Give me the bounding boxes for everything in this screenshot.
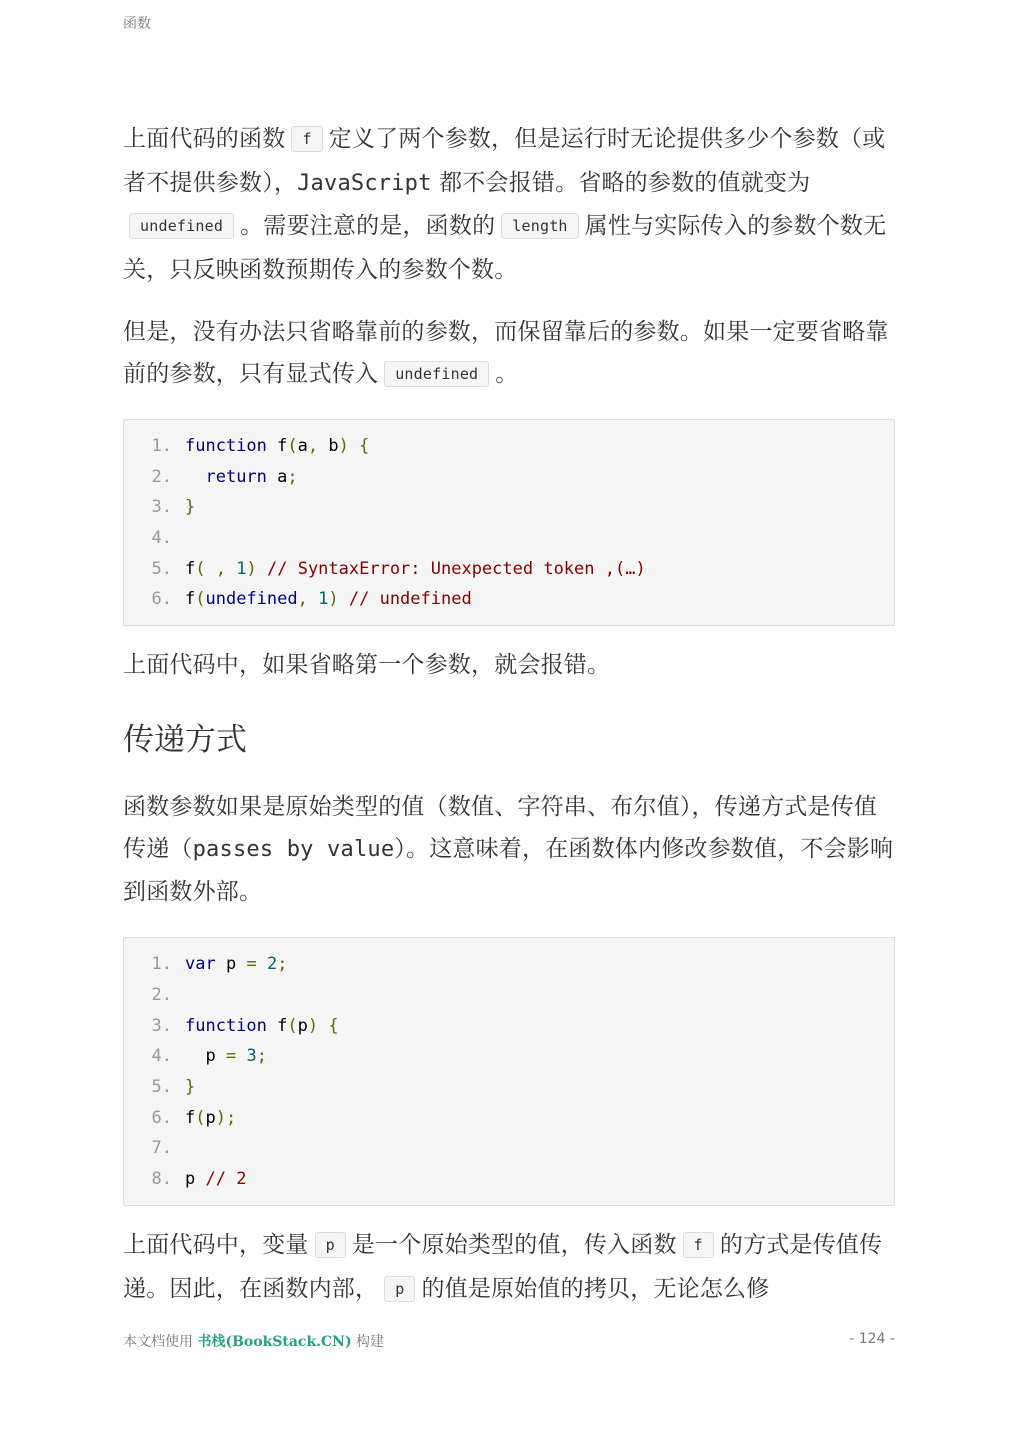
line-number: 1. [151,436,172,456]
line-number: 4. [151,1046,172,1067]
code-text [185,462,298,493]
code-token: function [185,436,267,456]
code-text [185,492,195,523]
code-text [185,554,646,585]
code-text [185,1103,236,1134]
code-token: ( [287,436,298,456]
line-number: 6. [151,589,172,610]
page-number: - 124 - [849,1331,895,1347]
code-token: = [225,1046,237,1067]
code-token [318,1016,328,1036]
code-block [123,419,895,626]
code-token: f [185,1107,196,1128]
code-line [124,949,894,980]
inline-code: p [315,1232,346,1258]
line-number: 7. [151,1138,172,1159]
inline-code: p [384,1276,415,1302]
code-token: = [246,954,257,975]
text-span: 都不会报错。省略的参数的值就变为 [431,170,811,196]
footer-prefix: 本文档使用 [123,1334,198,1350]
line-number: 3. [151,1015,172,1036]
code-line [124,980,894,1011]
code-text [185,1072,195,1103]
code-line [124,1133,894,1164]
code-token: p [185,1168,206,1189]
code-token: ) [328,589,339,610]
text-span: 定义了两个参数，但是运行时无论提供多少个参数（或者不提供参数）， [123,126,886,196]
code-token: // SyntaxError: Unexpected token ,(…) [267,558,646,579]
inline-code: length [501,213,578,239]
code-token: ) [307,1015,319,1036]
code-token: ) [338,436,349,456]
code-token: , [297,589,308,610]
code-token [308,589,318,609]
line-number: 2. [151,466,172,487]
code-line [124,492,894,523]
inline-code: undefined [129,213,234,239]
code-token: undefined [205,589,298,610]
inline-mono-text: passes by value [192,837,395,863]
running-header: 函数 [123,16,151,32]
text-span: 属性与实际传入的参数个数无关，只反映函数预期传入的参数个数。 [123,213,887,283]
line-number: 6. [151,1107,172,1128]
text-span: 但是，没有办法只省略靠前的参数，而保留靠后的参数。如果一定要省略靠前的参数，只有显式传入 [123,319,889,387]
line-number: 4. [151,528,172,549]
code-text [185,949,287,980]
code-line [124,462,894,493]
code-line [124,1164,894,1195]
code-token [236,1046,246,1066]
code-token: ; [287,466,298,487]
code-token: function [185,1015,267,1036]
inline-code: f [683,1232,714,1258]
code-token: f [185,589,196,610]
text-span: 的值是原始值的拷贝，无论怎么修 [421,1275,770,1302]
code-token: 1 [318,589,329,610]
code-token: ; [277,954,288,975]
code-line [124,1041,894,1072]
paragraph [123,118,895,291]
code-token [349,436,359,456]
line-number: 2. [151,984,172,1005]
line-number: 1. [151,954,172,975]
paragraph [123,1224,895,1312]
inline-code: undefined [384,361,489,387]
code-token: p [297,1015,308,1036]
code-token [257,954,267,974]
line-number: 3. [151,497,172,518]
code-token: 1 [236,558,247,579]
code-token [339,589,349,609]
code-token: ( [287,1015,298,1036]
text-span: 的方式是传值传递。因此，在函数内部， [123,1231,883,1302]
code-token: f [266,436,288,456]
code-line [124,523,894,554]
code-line [124,554,894,585]
code-text [185,1011,339,1042]
code-block [123,937,895,1206]
code-token: 3 [246,1046,257,1067]
code-token: { [328,1015,339,1036]
paragraph: 上面代码中，如果省略第一个参数，就会报错。 [123,652,611,679]
code-token: , [307,436,319,456]
code-token [226,559,236,579]
code-token [206,559,216,579]
code-token: // undefined [348,589,472,610]
code-token: } [185,497,196,518]
inline-mono-text: JavaScript [297,171,432,196]
inline-code: f [291,126,322,152]
text-span: 。 [495,361,519,387]
code-token: ) [246,558,257,579]
text-span: 上面代码中，变量 [123,1231,309,1258]
code-token [185,467,205,487]
code-token: a [266,466,288,487]
code-token: { [359,436,370,456]
page-footer [123,1331,895,1351]
code-token: a [297,436,308,456]
line-number: 5. [151,558,172,579]
code-text [185,1041,267,1072]
code-token: ( [195,589,206,610]
code-text [185,1164,246,1195]
code-token: , [215,558,226,579]
code-token: var [185,954,216,975]
line-number: 5. [151,1076,172,1097]
footer-suffix: 构建 [351,1334,385,1350]
code-token: p [215,954,247,975]
section-heading: 传递方式 [123,722,247,759]
code-token: // 2 [205,1168,247,1189]
code-token: return [205,466,267,487]
code-text [185,431,369,462]
document-body [123,118,895,1312]
text-span: ）。这意味着，在函数体内修改参数值，不会影响到函数外部。 [123,836,894,906]
code-line [124,431,894,462]
code-token [257,559,267,579]
brand-link[interactable]: 书栈(BookStack.CN) [197,1334,352,1350]
text-span: 函数参数如果是原始类型的值（数值、字符串、布尔值），传递方式是传值传递（ [123,794,878,863]
text-span: 是一个原始类型的值，传入函数 [351,1231,677,1258]
code-token: ( [195,1107,206,1128]
paragraph [123,311,895,397]
code-token: ; [256,1046,267,1067]
code-token: f [185,558,196,579]
code-token: p [205,1107,216,1128]
code-token: } [185,1076,196,1097]
text-span: 上面代码的函数 [123,126,286,152]
text-span: 。需要注意的是，函数的 [240,213,496,239]
code-token: ); [215,1107,237,1128]
code-token: 2 [266,954,278,975]
line-number: 8. [151,1168,172,1189]
code-token: f [266,1015,288,1036]
paragraph [123,786,895,913]
code-token: b [318,436,339,456]
code-token: ( [195,558,206,579]
code-token: p [185,1046,226,1067]
code-line [124,1011,894,1042]
code-text [185,584,472,615]
code-line [124,584,894,615]
code-line [124,1103,894,1134]
code-line [124,1072,894,1103]
